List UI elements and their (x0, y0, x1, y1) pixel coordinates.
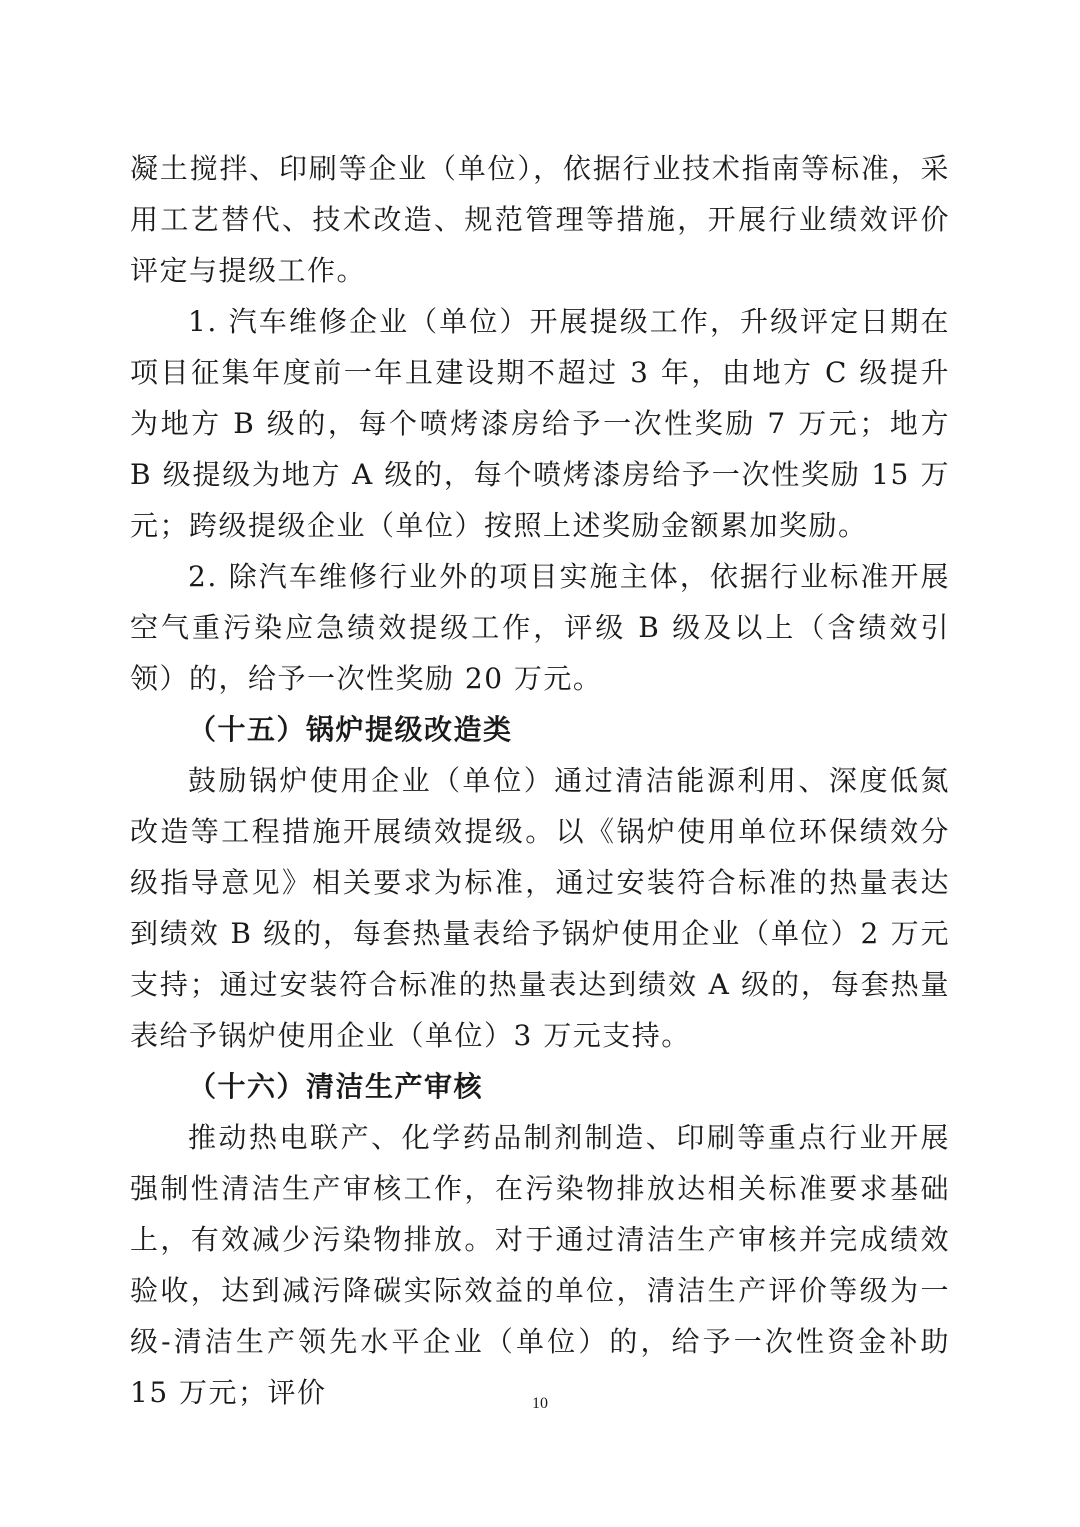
paragraph-continued: 凝土搅拌、印刷等企业（单位），依据行业技术指南等标准，采用工艺替代、技术改造、规范管理等措施，开展行业绩效评价评定与提级工作。 (130, 152, 950, 287)
paragraph-auto-repair: 1. 汽车维修企业（单位）开展提级工作，升级评定日期在项目征集年度前一年且建设期不超过 3 年，由地方 C 级提升为地方 B 级的，每个喷烤漆房给予一次性奖励 7 万元；地方 B 级提级为地方 A 级的，每个喷烤漆房给予一次性奖励 15 万元；跨级提级企业（单位）按照上述奖励金额累加奖励。 (130, 305, 950, 542)
section-heading-clean-production: （十六）清洁生产审核 (188, 1070, 484, 1103)
section-heading-boiler: （十五）锅炉提级改造类 (188, 713, 513, 746)
document-body (130, 143, 950, 1418)
page-number: 10 (532, 1395, 548, 1412)
paragraph-clean-production: 推动热电联产、化学药品制剂制造、印刷等重点行业开展强制性清洁生产审核工作，在污染物排放达相关标准要求基础上，有效减少污染物排放。对于通过清洁生产审核并完成绩效验收，达到减污降碳实际效益的单位，清洁生产评价等级为一级-清洁生产领先水平企业（单位）的，给予一次性资金补助 15 万元；评价 (130, 1121, 950, 1409)
paragraph-other-industries: 2. 除汽车维修行业外的项目实施主体，依据行业标准开展空气重污染应急绩效提级工作，评级 B 级及以上（含绩效引领）的，给予一次性奖励 20 万元。 (130, 560, 950, 695)
paragraph-boiler: 鼓励锅炉使用企业（单位）通过清洁能源利用、深度低氮改造等工程措施开展绩效提级。以《锅炉使用单位环保绩效分级指导意见》相关要求为标准，通过安装符合标准的热量表达到绩效 B 级的，每套热量表给予锅炉使用企业（单位）2 万元支持；通过安装符合标准的热量表达到绩效 A 级的，每套热量表给予锅炉使用企业（单位）3 万元支持。 (130, 764, 950, 1052)
